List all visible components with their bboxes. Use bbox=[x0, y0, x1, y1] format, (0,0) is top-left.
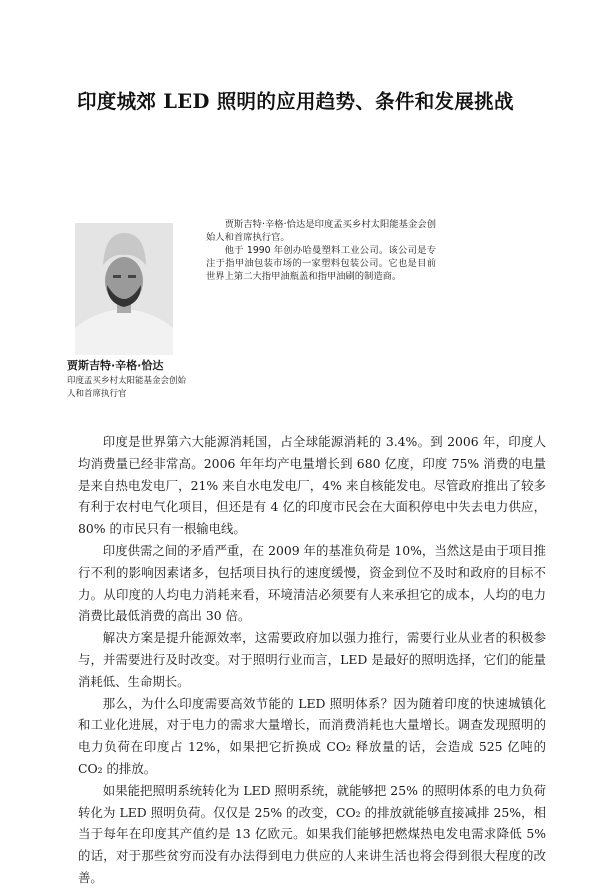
author-role: 印度孟买乡村太阳能基金会创始人和首席执行官 bbox=[67, 376, 187, 399]
bio-paragraph: 他于 1990 年创办哈曼塑料工业公司。该公司是专注于指甲油包装市场的一家塑料包装公司。它也是目前世界上第二大指甲油瓶盖和指甲油刷的制造商。 bbox=[206, 245, 436, 282]
author-photo bbox=[75, 223, 173, 355]
article-body bbox=[78, 431, 546, 889]
author-bio bbox=[206, 218, 436, 283]
body-paragraph: 如果能把照明系统转化为 LED 照明系统，就能够把 25% 的照明体系的电力负荷转化为 LED 照明负荷。仅仅是 25% 的改变，CO₂ 的排放就能够直接减排 25%，相当于每年在印度其产值约是 13 亿欧元。如果我们能够把燃煤热电发电需求降低 5% 的话，对于那些贫穷而没有办法得到电力供应的人来讲生活也将会得到很大程度的改善。 bbox=[78, 782, 546, 885]
bio-paragraph: 贾斯吉特·辛格·恰达是印度孟买乡村太阳能基金会创始人和首席执行官。 bbox=[206, 219, 436, 243]
body-paragraph: 印度是世界第六大能源消耗国，占全球能源消耗的 3.4%。到 2006 年，印度人均消费量已经非常高。2006 年年均产电量增长到 680 亿度，印度 75% 消费的电量是来自热电发电厂，21% 来自水电发电厂，4% 来自核能发电。尽管政府推出了较多有利于农村电气化项目，但还是有 4 亿的印度市民会在大面积停电中失去电力供应，80% 的市民只有一根输电线。 bbox=[78, 434, 546, 537]
article-title: 印度城郊 LED 照明的应用趋势、条件和发展挑战 bbox=[77, 90, 514, 113]
body-paragraph: 那么，为什么印度需要高效节能的 LED 照明体系？因为随着印度的快速城镇化和工业化进展，对于电力的需求大量增长，而消费消耗也大量增长。调查发现照明的电力负荷在印度占 12%，如果把它折换成 CO₂ 释放量的话，会造成 525 亿吨的 CO₂ 的排放。 bbox=[78, 695, 546, 776]
body-paragraph: 印度供需之间的矛盾严重，在 2009 年的基准负荷是 10%，当然这是由于项目推行不利的影响因素诸多，包括项目执行的速度缓慢，资金到位不及时和政府的目标不力。从印度的人均电力消耗来看，环境清洁必须要有人来承担它的成本，人均的电力消费比最低消费的高出 30 倍。 bbox=[78, 542, 546, 624]
portrait-image bbox=[75, 223, 173, 355]
author-name: 贾斯吉特·辛格·恰达 bbox=[67, 359, 164, 372]
body-paragraph: 解决方案是提升能源效率，这需要政府加以强力推行，需要行业从业者的积极参与，并需要进行及时改变。对于照明行业而言，LED 是最好的照明选择，它们的能量消耗低、生命期长。 bbox=[78, 630, 546, 689]
